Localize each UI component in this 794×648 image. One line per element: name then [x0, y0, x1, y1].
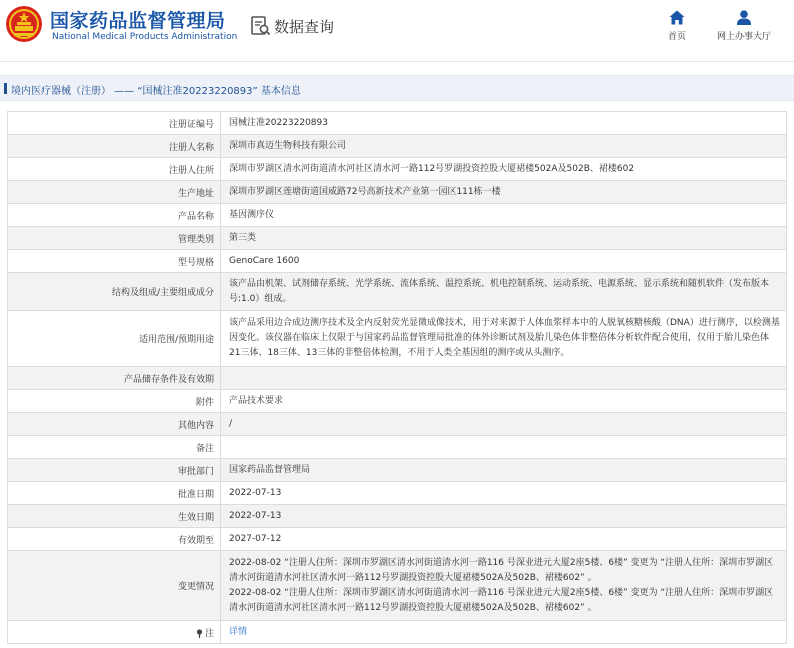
- change-entry: 2022-08-02 “注册人住所：深圳市罗湖区清水河街道清水河一路116 号深业进元大厦2座5楼、6楼” 变更为 “注册人住所：深圳市罗湖区清水河街道清水河社区清水河一路112号罗湖投资控股大厦裙楼502A及502B、裙楼602” 。: [229, 587, 774, 613]
- residence-value: 深圳市罗湖区清水河街道清水河社区清水河一路112号罗湖投资控股大厦裙楼502A及502B、裙楼602: [221, 158, 787, 181]
- approval-date-value: 2022-07-13: [221, 482, 787, 505]
- field-label: 结构及组成/主要组成成分: [8, 273, 221, 311]
- table-row: [8, 482, 787, 505]
- table-row: [8, 181, 787, 204]
- breadcrumb: [0, 75, 794, 101]
- org-name-en: National Medical Products Administration: [52, 32, 238, 42]
- product-name-value: 基因测序仪: [221, 204, 787, 227]
- registrant-value: 深圳市真迈生物科技有限公司: [221, 135, 787, 158]
- note-label-cell: [8, 621, 221, 644]
- user-icon: [736, 10, 752, 25]
- registration-detail-table: [7, 111, 787, 644]
- nav-online-hall-button[interactable]: [708, 10, 780, 42]
- field-label: 其他内容: [8, 413, 221, 436]
- table-row: [8, 413, 787, 436]
- table-row: [8, 204, 787, 227]
- storage-value: [221, 367, 787, 390]
- pin-icon: [196, 629, 203, 638]
- field-label: 管理类别: [8, 227, 221, 250]
- remark-value: [221, 436, 787, 459]
- service-label: 数据查询: [274, 17, 335, 36]
- note-value: [221, 621, 787, 644]
- authority-value: 国家药品监督管理局: [221, 459, 787, 482]
- scope-value: 该产品采用边合成边测序技术及全内反射荧光显微成像技术，用于对来源于人体血浆样本中的人脱氧核糖核酸（DNA）进行测序，以检测基因变化。该仪器在临床上仅限于与国家药品监督管理局批准的体外诊断试剂及胎儿染色体非整倍体分析软件配合使用，仅用于胎儿染色体21三体、18三体、13三体的非整倍体检测，不用于人类全基因组的测序或从头测序。: [221, 311, 787, 367]
- table-row: [8, 390, 787, 413]
- field-label: 变更情况: [8, 551, 221, 621]
- changes-value: [221, 551, 787, 621]
- field-label: 注册证编号: [8, 112, 221, 135]
- note-label: 注: [204, 628, 214, 639]
- field-label: 注册人名称: [8, 135, 221, 158]
- field-label: 注册人住所: [8, 158, 221, 181]
- field-label: 产品储存条件及有效期: [8, 367, 221, 390]
- search-document-icon: [251, 15, 271, 37]
- other-value: /: [221, 413, 787, 436]
- table-row: [8, 436, 787, 459]
- site-header: [0, 0, 794, 62]
- reg-no-value: 国械注准20223220893: [221, 112, 787, 135]
- org-name-cn: 国家药品监督管理局: [50, 10, 226, 32]
- data-query-title: [251, 13, 334, 39]
- table-row: [8, 112, 787, 135]
- national-emblem-icon: [5, 5, 43, 43]
- home-icon: [669, 10, 685, 25]
- table-row: [8, 621, 787, 644]
- table-row: [8, 551, 787, 621]
- table-row: [8, 367, 787, 390]
- field-label: 审批部门: [8, 459, 221, 482]
- nav-home-button[interactable]: [662, 10, 692, 42]
- breadcrumb-text: 境内医疗器械（注册） —— “国械注准20223220893” 基本信息: [11, 86, 301, 97]
- table-row: [8, 135, 787, 158]
- attachment-value: 产品技术要求: [221, 390, 787, 413]
- detail-link[interactable]: 详情: [229, 626, 248, 637]
- table-row: [8, 311, 787, 367]
- production-address-value: 深圳市罗湖区莲塘街道国威路72号高新技术产业第一园区111栋一楼: [221, 181, 787, 204]
- field-label: 有效期至: [8, 528, 221, 551]
- expiry-date-value: 2027-07-12: [221, 528, 787, 551]
- table-row: [8, 505, 787, 528]
- field-label: 备注: [8, 436, 221, 459]
- field-label: 适用范围/预期用途: [8, 311, 221, 367]
- field-label: 生效日期: [8, 505, 221, 528]
- category-value: 第三类: [221, 227, 787, 250]
- table-row: [8, 227, 787, 250]
- nav-online-hall-label: 网上办事大厅: [716, 32, 771, 42]
- table-row: [8, 459, 787, 482]
- field-label: 生产地址: [8, 181, 221, 204]
- table-row: [8, 273, 787, 311]
- field-label: 产品名称: [8, 204, 221, 227]
- effective-date-value: 2022-07-13: [221, 505, 787, 528]
- breadcrumb-marker: [4, 83, 7, 94]
- field-label: 型号规格: [8, 250, 221, 273]
- structure-value: 该产品由机架、试剂储存系统、光学系统、流体系统、温控系统、机电控制系统、运动系统、电源系统、显示系统和随机软件（发布版本号:1.0）组成。: [221, 273, 787, 311]
- field-label: 附件: [8, 390, 221, 413]
- nav-home-label: 首页: [667, 32, 686, 42]
- field-label: 批准日期: [8, 482, 221, 505]
- table-row: [8, 528, 787, 551]
- table-row: [8, 158, 787, 181]
- change-entry: 2022-08-02 “注册人住所：深圳市罗湖区清水河街道清水河一路116 号深业进元大厦2座5楼、6楼” 变更为 “注册人住所：深圳市罗湖区清水河街道清水河社区清水河一路112号罗湖投资控股大厦裙楼502A及502B、裙楼602” 。: [229, 557, 774, 583]
- model-value: GenoCare 1600: [221, 250, 787, 273]
- table-row: [8, 250, 787, 273]
